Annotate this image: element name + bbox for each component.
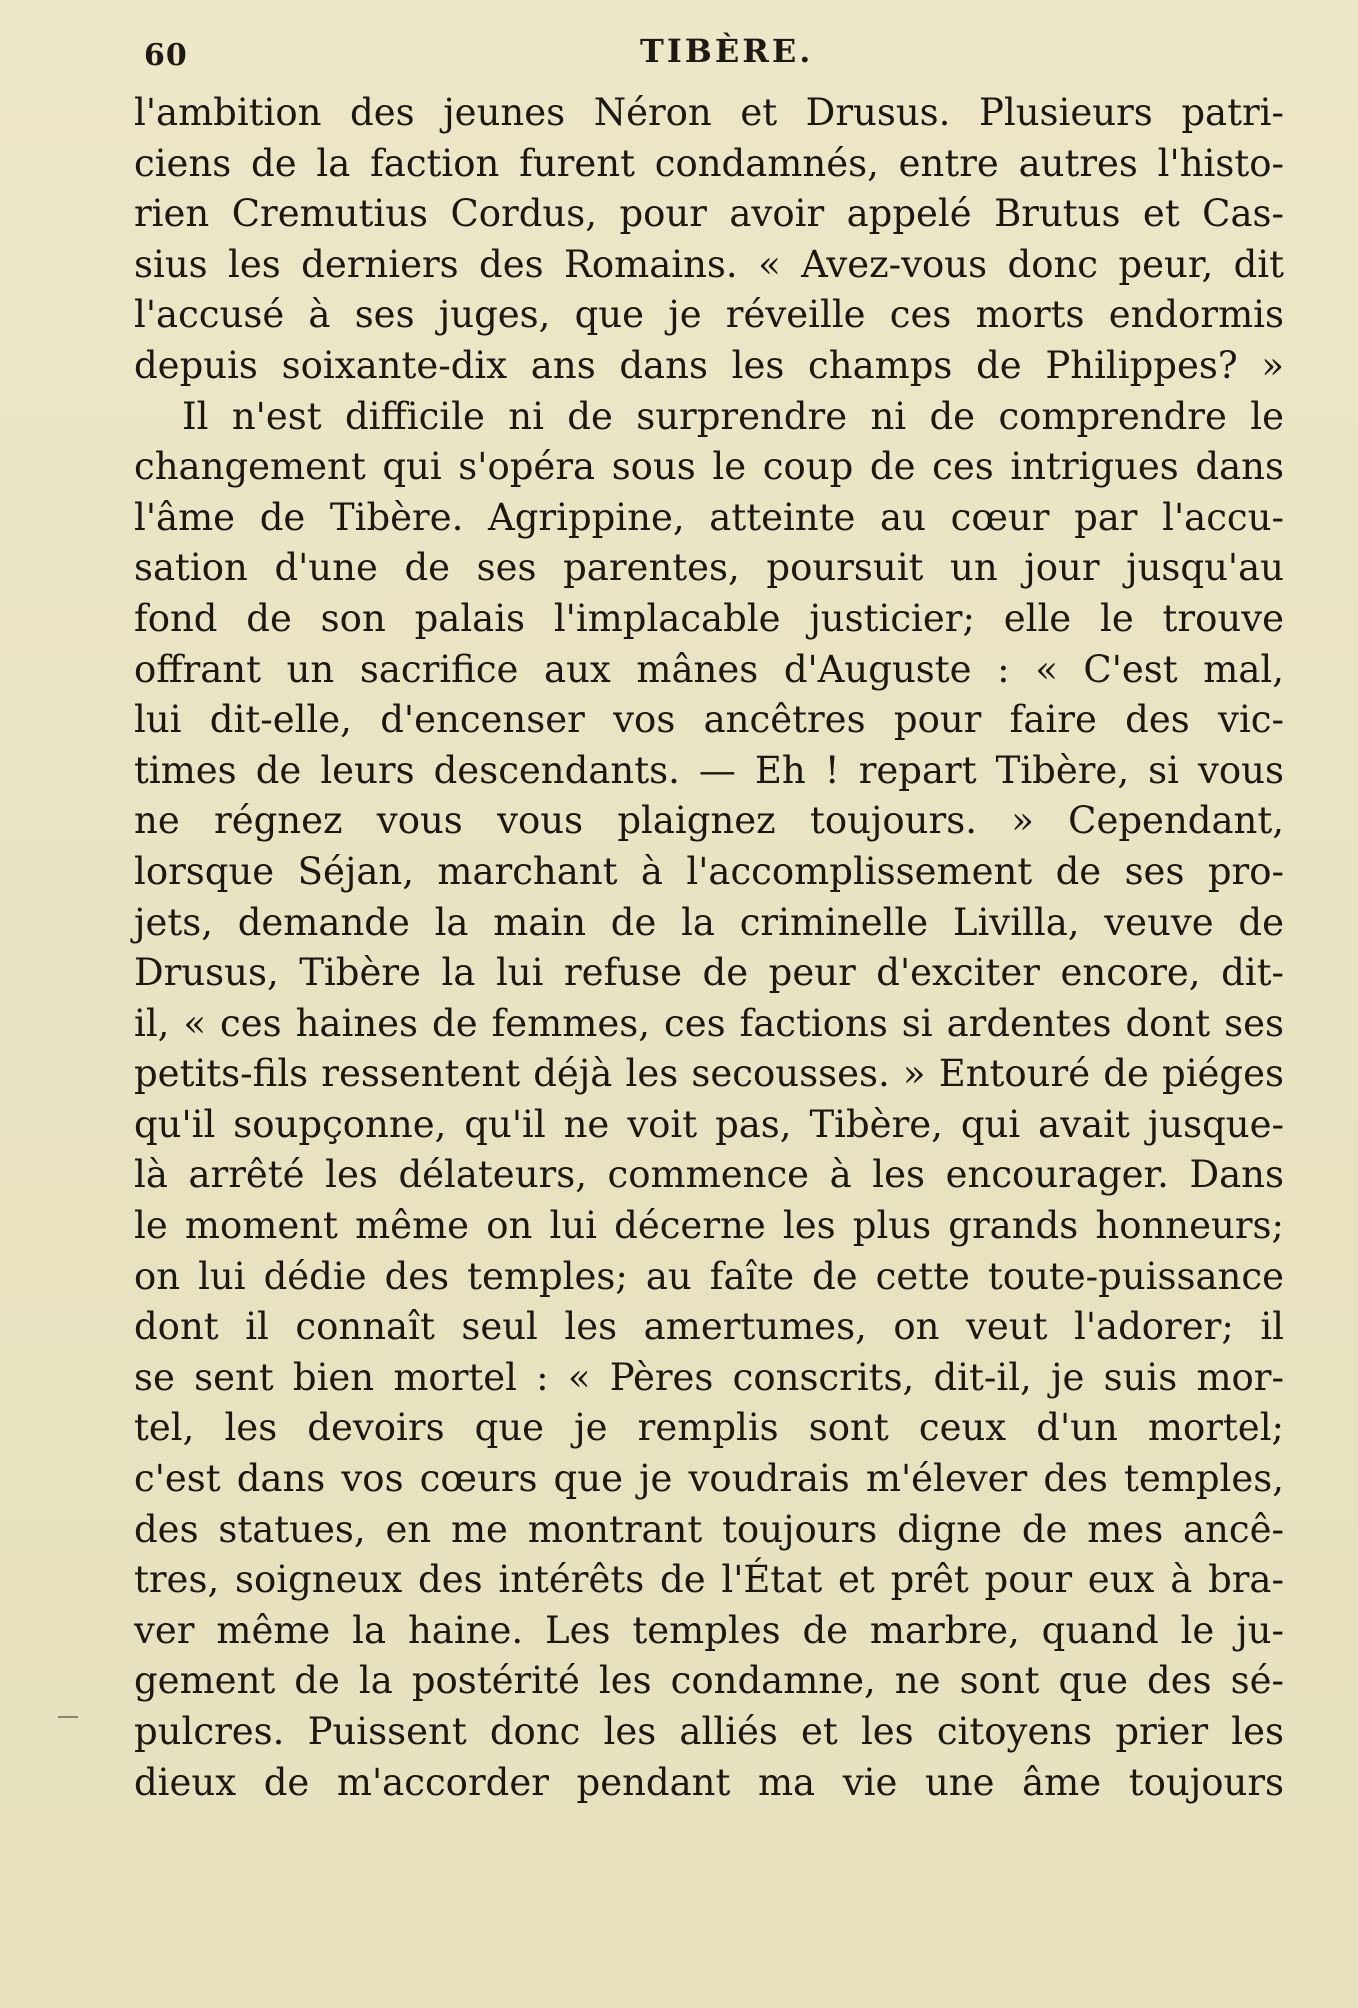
text-line: qu'il soupçonne, qu'il ne voit pas, Tibère, qui avait jusque- <box>134 1102 1284 1146</box>
text-line: ciens de la faction furent condamnés, entre autres l'histo- <box>134 141 1284 185</box>
text-line: lorsque Séjan, marchant à l'accomplissement de ses pro- <box>134 849 1284 893</box>
text-line: l'ambition des jeunes Néron et Drusus. Plusieurs patri- <box>134 91 1284 134</box>
body-text <box>134 88 1284 1808</box>
text-line: là arrêté les délateurs, commence à les encourager. Dans <box>134 1153 1284 1197</box>
text-line: jets, demande la main de la criminelle Livilla, veuve de <box>134 900 1284 944</box>
text-line: pulcres. Puissent donc les alliés et les citoyens prier les <box>134 1710 1284 1753</box>
text-line: times de leurs descendants. — Eh ! repart Tibère, si vous <box>134 748 1284 792</box>
text-line: depuis soixante-dix ans dans les champs de Philippes? » <box>134 343 1284 387</box>
text-line: on lui dédie des temples; au faîte de cette toute-puissance <box>134 1254 1284 1298</box>
text-line: offrant un sacrifice aux mânes d'Auguste : « C'est mal, <box>134 647 1284 691</box>
text-line: changement qui s'opéra sous le coup de ces intrigues dans <box>134 445 1284 489</box>
text-line: c'est dans vos cœurs que je voudrais m'élever des temples, <box>134 1457 1284 1501</box>
text-line: petits-fils ressentent déjà les secousses. » Entouré de piéges <box>134 1052 1284 1096</box>
margin-mark <box>58 1716 78 1718</box>
running-head: TIBÈRE. <box>640 32 814 70</box>
text-line: l'âme de Tibère. Agrippine, atteinte au cœur par l'accu- <box>134 495 1284 539</box>
text-line: sius les derniers des Romains. « Avez-vous donc peur, dit <box>134 242 1284 286</box>
text-line: ver même la haine. Les temples de marbre, quand le ju- <box>134 1608 1284 1652</box>
text-line: lui dit-elle, d'encenser vos ancêtres pour faire des vic- <box>134 698 1284 742</box>
text-line: dieux de m'accorder pendant ma vie une âme toujours <box>134 1760 1284 1804</box>
text-line: l'accusé à ses juges, que je réveille ces morts endormis <box>134 293 1284 337</box>
text-line: ne régnez vous vous plaignez toujours. » Cependant, <box>134 799 1284 843</box>
text-line: gement de la postérité les condamne, ne sont que des sé- <box>134 1659 1284 1703</box>
text-line: le moment même on lui décerne les plus grands honneurs; <box>134 1204 1284 1248</box>
text-line: tel, les devoirs que je remplis sont ceux d'un mortel; <box>134 1406 1284 1450</box>
text-line: tres, soigneux des intérêts de l'État et prêt pour eux à bra- <box>134 1558 1284 1602</box>
text-line: fond de son palais l'implacable justicier; elle le trouve <box>134 596 1284 640</box>
text-line: il, « ces haines de femmes, ces factions si ardentes dont ses <box>134 1001 1284 1045</box>
text-line: rien Cremutius Cordus, pour avoir appelé Brutus et Cas- <box>134 192 1284 236</box>
text-line: Il n'est difficile ni de surprendre ni de comprendre le <box>182 394 1284 438</box>
page-header <box>140 30 1290 80</box>
text-line: sation d'une de ses parentes, poursuit un jour jusqu'au <box>134 546 1284 590</box>
text-line: Drusus, Tibère la lui refuse de peur d'exciter encore, dit- <box>134 951 1284 995</box>
text-line: se sent bien mortel : « Pères conscrits, dit-il, je suis mor- <box>134 1355 1284 1399</box>
text-line: des statues, en me montrant toujours digne de mes ancê- <box>134 1507 1284 1551</box>
text-line: dont il connaît seul les amertumes, on veut l'adorer; il <box>134 1305 1284 1349</box>
page-number: 60 <box>144 38 188 73</box>
